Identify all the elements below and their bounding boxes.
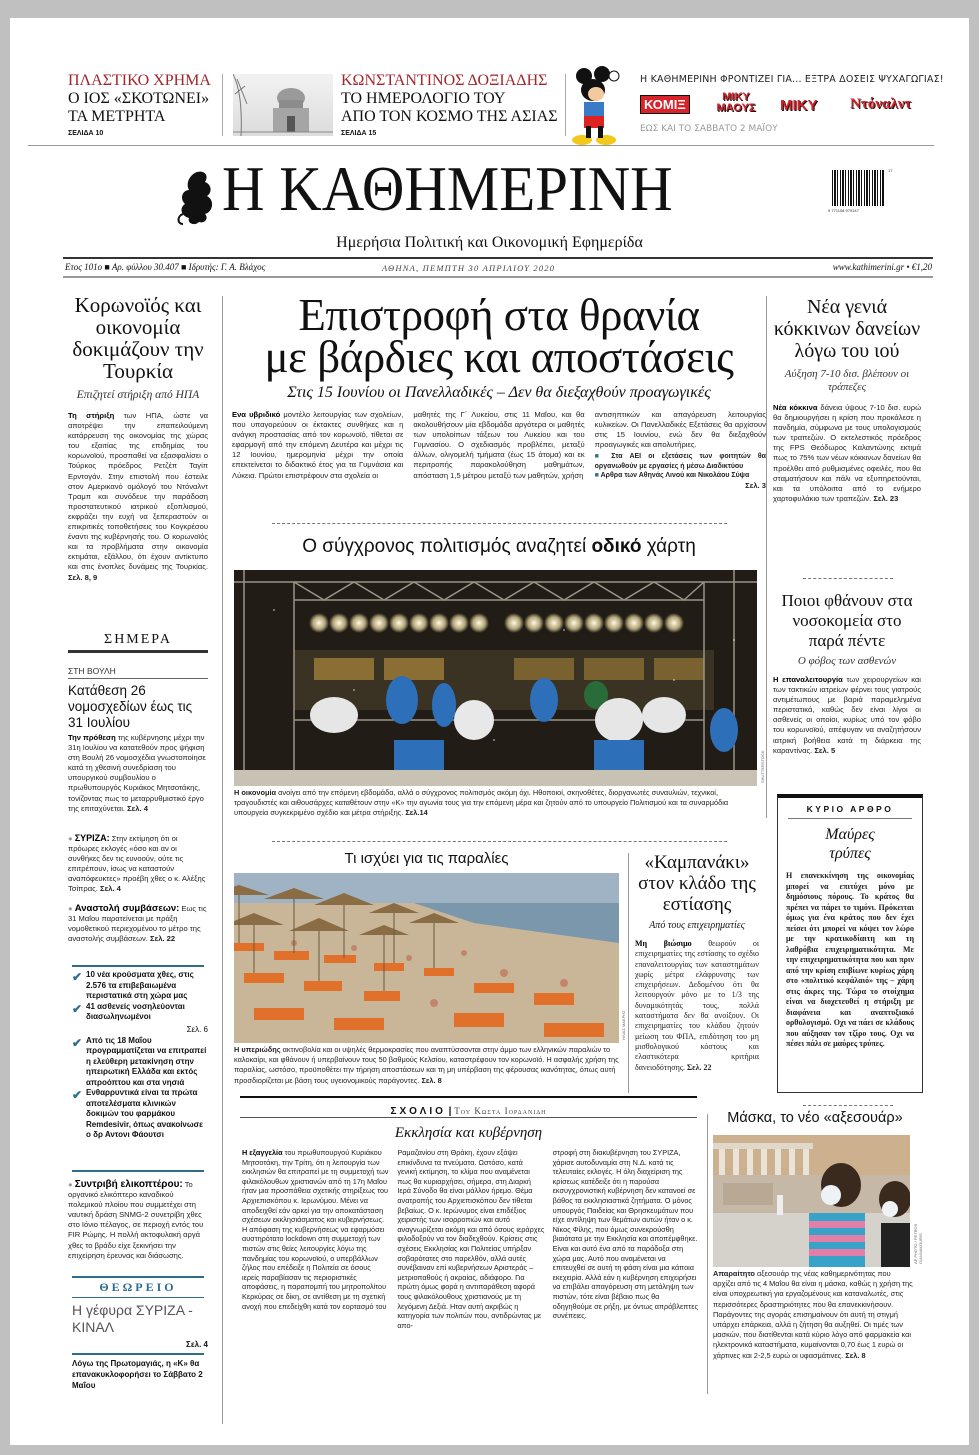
culture-caption — [234, 788, 762, 819]
body-text: στροφή στη διακυβέρνηση του ΣΥΡΙΖΑ, χάρισε αυτοδυναμία στη Ν.Δ. κατά τις τελευταίες εκλογές. Η όλη διαχείριση της κρίσεως κατέδειξε ότι η παρούσα εκσυγχρονιστική κυβέρνηση δεν κατανοεί σε βάθος τα εκκλησιαστικά ζητήματα. Ο μόνος υπουργός Παιδείας και Θρησκευμάτων που είχε αντίληψη των θεμάτων αυτών ήταν ο κ. Νίκος Φίλης, που όμως συνεκρούσθη βιαιότατα με την Εκκλησία και αποπέμφθηκε. Είναι και αυτό ένα από τα παράδοξα στη χώρα μας. Αυτό που αναμένεται να επιτευχθεί σε αυτή τη φάση είναι μια κάποια εκεχειρία. Αλλά εάν η κυβέρνηση επιχειρήσει να επιβάλει απαγόρευση στη μετάληψη των πιστών, τότε είναι βέβαιο πως θα οδηγηθούμε σε ρήξη, με όντως απρόβλεπτες συνέπειες. — [552, 1148, 698, 1321]
article-loans[interactable] — [773, 296, 921, 504]
related-text: Αρθρα των Αθηνάς Λινού και Νικολάου Σύψα — [600, 472, 750, 480]
check-text: 10 νέα κρούσματα χθες, στις 2.576 τα επιβεβαιωμένα περιστατικά στη χώρα μας — [86, 970, 194, 1000]
body-text: θεωρούν οι επιχειρηματίες της εστίασης το σχέδιο επαναλειτουργίας των καταστημάτων χωρίς μέτρα ελάφρυνσης των επιχειρήσεων. Δεδομένου ότι θα λειτουργούν μόνο με το 1/3 της δυναμικότητάς τους, πολλά καταστήματα δεν θα ανοίξουν. Οι επιχειρηματίες του κλάδου ζητούν μείωση του ΦΠΑ, επιδότηση του μη μισθολογικού κόστους και ελαστικότερα κριτήρια δανειοδότησης. — [635, 939, 759, 1072]
divider — [72, 1297, 204, 1298]
lead-in: Συντριβή ελικοπτέρου: — [74, 1179, 183, 1190]
body-text: Ραμαζανίου στη Θράκη, έχουν εξάψει επικίνδυνα τα πνεύματα. Ωστόσο, κατά γενική εκτίμηση, το κλίμα που αναμένεται πως θα κυριαρχήσει, σήμερα, στη Διαρκή Ιερά Σύνοδο θα είναι μάλλον ήρεμο. Θέμα ανατροπής του Αρχιεπισκόπου δεν τίθεται βεβαίως. Ο κ. Ιερώνυμος είναι επιδέξιος χειριστής των ισορροπιών και αυτό αναγνωρίζεται ακόμη και από όσους ιεράρχες φιλοδοξούν να τον διαδεχθούν. Κρίσεις στις σχέσεις Εκκλησίας και Πολιτείας υπήρξαν σοβαρότατες στο παρελθόν, αλλά αυτές συνέβαιναν επί κυβερνήσεων Αριστεράς – μετριοπαθούς ή ακραίας, αδιάφορο. Για πρώτη όμως φορά η αντιπαράθεση αφορά τους φιλακόλουθους χριστιανούς με τη λεγόμενη Δεξιά. Ηταν αυτή ακριβώς η κατηγορία των πολιτών που, αντιδρώντας με απο- — [397, 1148, 545, 1330]
bullet-icon: ● — [68, 834, 73, 843]
square-bullet-icon: ■ — [594, 472, 599, 480]
check-item — [72, 970, 208, 1002]
photo-credit: AP PHOTO / PETROS GIANNAKOURIS — [913, 1223, 923, 1264]
article-title: Ποιοι φθάνουν στα νοσοκομεία στο παρά πέντε — [781, 591, 913, 650]
divider — [272, 523, 727, 524]
divider — [68, 650, 208, 653]
teaser-plastic-money[interactable] — [68, 72, 233, 137]
lead-in: Η υπεριώδης — [234, 1045, 281, 1054]
headline-text: χάρτη — [646, 536, 696, 557]
body-text: του πρωθυπουργού Κυριάκου Μητσοτάκη, την Τρίτη, ότι η λειτουργία των εκκλησιών θα επιτραπεί με τη συμμετοχή των φιλακόλουθων χριστιανών από τη 17η Μαΐου ήταν μια προσπάθεια σχετικής στηρίξεως του Αρχιεπισκόπου κ. Ιερωνύμου. Μένει να αποδειχθεί εάν αρκεί για την αποκατάσταση σχέσεων εκκλησιάσματος και κυβερνήσεως. Η απόφαση της κυβερνήσεως να εφαρμόσει αυστηρότατο lockdown στη συμμετοχή των πιστών στις θείες λειτουργίες λόγω της πανδημίας του κορωνοϊού, ο υπερβάλλων ζήλος που επέδειξε η Πολιτεία σε όσους ιερείς παραβίασαν τις περιοριστικές αποφάσεις, η παραπομπή του μητροπολίτου Κερκύρας σε δίκη, σε αντίθεση με τη σχετική ανοχή που επεδείχθη κατά τον εορτασμό του — [242, 1148, 389, 1311]
article-body — [68, 411, 208, 583]
body-column — [595, 410, 766, 491]
griffin-logo-icon — [175, 168, 219, 226]
article-body — [773, 403, 921, 504]
body-text: μοντέλο λειτουργίας των σχολείων, που υπαγορεύουν οι έκτακτες συνθήκες και η ανάγκη προστασίας από τον κορωνοϊό, τίθεται σε εφαρμογή από την επόμενη Δευτέρα και μέχρι τις 12 Ιουνίου, ημερομηνία μέχρι την οποία επεκτείνεται το διδακτικό έτος για τα Γυμνάσια και Λύκεια. Πρώτοι επιστρέφουν στα σχολεία οι — [232, 410, 404, 480]
page-ref: Σελ. 22 — [150, 934, 176, 944]
comment-header: ΣΧΟΛΙΟ | Του Κωστα Ιορδανιδη — [390, 1106, 547, 1117]
square-bullet-icon: ■ — [594, 453, 605, 461]
newspaper-page — [10, 18, 969, 1445]
lead-headline-line2: με βάρδιες και αποστάσεις — [264, 332, 734, 382]
body-column — [413, 410, 584, 491]
mask-photo-illustration — [713, 1135, 910, 1267]
divider — [72, 1170, 204, 1172]
page-ref: Σελ. 4 — [186, 1340, 208, 1349]
divider — [222, 74, 223, 136]
brief-anastoli[interactable] — [68, 904, 208, 944]
caption-text: ανοίγει από την επόμενη εβδομάδα, αλλά ο σύγχρονος πολιτισμός ακόμη όχι. Ηθοποιοί, σκηνοθέτες, διοργανωτές συναυλιών, τεχνικοί, τραγουδιστές και αιθουσάρχες καταθέτουν στην «Κ» την αγωνία τους για την επόμενη μέρα και ζητούν από το υπουργείο Πολιτισμού και τα συναρμόδια υπουργεία συγκεκριμένο σχέδιο και μέτρα στήριξης. — [234, 788, 729, 818]
body-text: Στην εκτίμηση ότι οι πρόωρες εκλογές «όσο και αν οι συνθήκες δεν τις ευνοούν, ούτε τις επιτρέπουν, ίσως να καταστούν αναπόφευκτες» προέβη χθες ο κ. Αλέξης Τσίπρας. — [68, 834, 206, 894]
covid-checklist — [72, 970, 208, 1141]
masthead-title: Η ΚΑΘΗΜΕΡΙΝΗ — [222, 153, 673, 224]
body-text: των ΗΠΑ, ώστε να αποτρέψει την επαπειλούμενη κατάρρευση της οικονομίας της χώρας του εξαιτίας της επιδημίας του κορωνοϊού, προσπαθεί να εξασφαλίσει ο Τούρκος πρόεδρος Ρετζέπ Ταγίπ Ερντογάν. Στην επιστολή που έστειλε στον Αμερικανό ομόλογό του Ντόναλντ Τραμπ και συνόδευε την παράδοση προστατευτικού ιατρικού εξοπλισμού, εκφράζει την ευχή να ξεπεραστούν οι επικριτικές τοποθετήσεις του Κογκρέσου έναντι της κυβέρνησής του. Ο κορωνοϊός και τα προβλήματα στην οικονομία εκτιμάται, εξάλλου, ότι έχουν αντίκτυπο και στις ένοπλες δυνάμεις της Τουρκίας. — [68, 411, 209, 572]
article-vouli[interactable] — [68, 666, 208, 814]
section-header: ΣΗΜΕΡΑ — [104, 632, 172, 647]
teaser-kicker: ΠΛΑΣΤΙΚΟ ΧΡΗΜΑ — [68, 72, 211, 89]
headline-bold: οδικό — [591, 536, 642, 557]
caption-text: αξεσουάρ της νέας καθημερινότητας που αρχίζει από τις 4 Μαΐου θα είναι η μάσκα, καθώς η χρήση της είναι υποχρεωτική για εργαζομένους και καταναλωτές, στις περισσότερες δραστηριότητες που θα επανεκκινήσουν. Παράγοντες της αγοράς επισημαίνουν ότι αυτή τη στιγμή υπάρχει επάρκεια, αλλά η ζήτηση θα αυξηθεί. Οι τιμές των μασκών, που διατίθενται κατά κύριο λόγο από φαρμακεία και ηλεκτρονικά καταστήματα, κυμαίνονται 0,70 έως 1 ευρώ οι χάρτινες και 2-2,5 ευρώ οι υφασμάτινες. — [713, 1269, 913, 1360]
promo-comics[interactable] — [568, 66, 944, 146]
teaser-title-line1: Ο ΙΟΣ «ΣΚΟΤΩΝΕΙ» — [68, 90, 210, 107]
publication-notice: Λόγω της Πρωτομαγιάς, η «Κ» θα επανακυκλοφορήσει το Σάββατο 2 Μαΐου — [72, 1359, 203, 1390]
promo-headline: Η ΚΑΘΗΜΕΡΙΝΗ ΦΡΟΝΤΙΖΕΙ ΓΙΑ... ΕΞΤΡΑ ΔΟΣΕΙΣ ΨΥΧΑΓΩΓΙΑΣ! — [640, 74, 944, 85]
article-subtitle: Επιζητεί στήριξη από ΗΠΑ — [76, 389, 200, 401]
check-text: Από τις 18 Μαΐου προγραμματίζεται να επιτραπεί η ελεύθερη μετακίνηση στην ηπειρωτική Ελλάδα και εκτός απροόπτου και στα νησιά — [86, 1035, 207, 1087]
culture-headline[interactable] — [232, 536, 766, 558]
checkmark-icon: ✔ — [72, 1088, 83, 1102]
barcode-number: 9 771108 979147 — [828, 208, 859, 213]
body-text: μαθητές της Γ΄ Λυκείου, στις 11 Μαΐου, και θα ακολουθήσουν μία εβδομάδα αργότερα οι μαθητές των υπολοίπων τάξεων του Λυκείου και του Γυμνασίου. Ο σχεδιασμός προβλέπει, μεταξύ άλλων, ολιγομελή τμήματα (έως 15 άτομα) και εκ περιτροπής παρακολούθηση μαθημάτων, απόσταση 1,5 μέτρου μεταξύ των μαθητών, χρήση — [413, 410, 585, 480]
editorial-body: Η επανεκκίνηση της οικονομίας μπορεί να επιτύχει μόνο με δημόσιους πόρους. Το κράτος θα πρέπει να πάρει το τιμόνι. Πρόκειται όμως για ένα κράτος που δεν έχει πείσει ότι μπορεί να κόψει τον λώρο με την κρατικοδίαιτη και τη λαθρόβια επιχειρηματικότητα. Με την επιχειρηματικότητα που και πριν από την κρίση επιβίωνε κυρίως χάρη στο «πολιτικό κεφάλαιό» της – χάρη στις άκρες της. Τώρα το στοίχημα είναι να διοχετευθεί η στήριξη με διαφάνεια και αναπτυξιακό ορθολογισμό. Οχι να πάει σε κλάδους που αύξησαν τον τζίρο τους. Οχι να πέσει πάλι σε μαύρες τρύπες. — [786, 871, 914, 1048]
checkmark-icon: ✔ — [72, 970, 83, 984]
article-restaurants[interactable] — [635, 852, 759, 1073]
column-divider — [222, 296, 223, 1424]
body-column — [232, 410, 403, 491]
logo-donald: Ντόναλντ — [850, 96, 912, 112]
article-kicker: ΣΤΗ ΒΟΥΛΗ — [68, 666, 116, 676]
article-hospitals[interactable] — [773, 591, 921, 756]
stage-photo-illustration — [234, 570, 757, 786]
related-link[interactable] — [595, 452, 766, 471]
mask-caption — [713, 1269, 913, 1361]
check-item — [72, 1002, 208, 1023]
logo-miky: ΜΙΚΥ — [780, 97, 818, 114]
issue-date: ΑΘΗΝΑ, ΠΕΜΠΤΗ 30 ΑΠΡΙΛΙΟΥ 2020 — [382, 263, 556, 273]
checkmark-icon: ✔ — [72, 1035, 83, 1050]
column-divider — [628, 853, 629, 1093]
logo-miky-maoys: ΜΙΚΥ ΜΑΟΥΣ — [716, 91, 756, 114]
caption-text: ακτινοβολία και οι υψηλές θερμοκρασίες που αναπτύσσονται στην άμμο των ελληνικών παραλιών το καλοκαίρι, και φθάνουν ή υπερβαίνουν τους 50 βαθμούς Κελσίου, καταστρέφουν τον κορωνοϊό. Η ασφαλής χρήση της παραλίας, ωστόσο, προϋποθέτει την τήρηση αποστάσεων και τη μη υπέρβαση της φέρουσας ικανότητας, όπως αυτή προσδιορίζεται με βάση τους υγειονομικούς παράγοντες. — [234, 1045, 619, 1085]
body-text: Εως τις 31 Μαΐου παρατείνεται με πράξη νομοθετικού περιεχομένου το μέτρο της αναστολής συμβάσεων. — [68, 904, 207, 944]
page-ref: Σελ. 3 — [745, 480, 766, 490]
page-ref: Σελ. 22 — [686, 1062, 712, 1072]
article-title: «Καμπανάκι» στον κλάδο της εστίασης — [638, 852, 756, 915]
comment-title[interactable]: Εκκλησία και κυβέρνηση — [394, 1125, 543, 1141]
photo-credit: ΗΛΙΑΣ ΜΑΚΡΗΣ — [621, 1010, 626, 1040]
divider — [68, 678, 208, 679]
page-ref: Σελ. 8 — [845, 1350, 866, 1360]
related-link[interactable] — [595, 471, 766, 481]
photo-credit: SHUTTERSTOCK — [760, 750, 765, 783]
article-body — [773, 675, 921, 756]
check-text: Ενθαρρυντικά είναι τα πρώτα αποτελέσματα κλινικών δοκιμών του φαρμάκου Remdesivir, όπως ανακοίνωσε ο δρ Αντονι Φάουτσι — [86, 1088, 203, 1139]
column-divider — [766, 296, 767, 818]
lead-in: Μη βιώσιμο — [635, 939, 692, 948]
page-ref: Σελ. 8 — [421, 1075, 442, 1085]
divider — [63, 257, 933, 259]
lead-article-schools[interactable] — [232, 290, 766, 491]
divider — [788, 818, 912, 819]
lead-in: ΣΥΡΙΖΑ: — [74, 833, 110, 843]
lead-subhead: Στις 15 Ιουνίου οι Πανελλαδικές – Δεν θα διεξαχθούν προαγωγικές — [287, 384, 711, 401]
page-ref: Σελ.14 — [405, 808, 428, 818]
article-subtitle: Αύξηση 7-10 δισ. βλέπουν οι τράπεζες — [784, 368, 910, 393]
divider — [803, 578, 893, 579]
article-subtitle: Ο φόβος των ασθενών — [797, 655, 897, 667]
theoreio-title[interactable]: Η γέφυρα ΣΥΡΙΖΑ - ΚΙΝΑΛ — [72, 1302, 193, 1335]
article-subtitle: Από τους επιχειρηματίες — [649, 920, 745, 931]
beaches-caption — [234, 1045, 619, 1086]
photo-stage[interactable] — [234, 570, 757, 786]
editorial-title: Μαύρες τρύπες — [825, 826, 875, 862]
mask-headline[interactable]: Μάσκα, το νέο «αξεσουάρ» — [727, 1110, 903, 1126]
teaser-title-line2: ΤΑ ΜΕΤΡΗΤΑ — [68, 108, 166, 125]
divider — [72, 1276, 204, 1278]
masthead-subtitle: Ημερήσια Πολιτική και Οικονομική Εφημερίδα — [336, 234, 643, 251]
mausoleum-illustration — [233, 74, 333, 136]
comment-label: ΣΧΟΛΙΟ — [390, 1106, 446, 1117]
teaser-kicker: ΚΩΝΣΤΑΝΤΙΝΟΣ ΔΟΞΙΑΔΗΣ — [341, 72, 548, 89]
lead-in: Την πρόθεση — [68, 733, 116, 742]
beaches-headline[interactable]: Τι ισχύει για τις παραλίες — [344, 850, 509, 867]
issue-info: Ετος 101ο ■ Αρ. φύλλου 30.407 ■ Ιδρυτής: Γ. Α. Βλάχος — [65, 262, 266, 272]
lead-in: Τη στήριξη — [68, 411, 115, 420]
body-text: της κυβέρνησης μέχρι την 31η Ιουλίου να κατατεθούν προς ψήφιση στη Βουλή 26 νομοσχέδια γνωστοποίησε κατά τη χθεσινή συνεδρίαση του υπουργικού συμβουλίου ο πρωθυπουργός Κυριάκος Μητσοτάκης, τονίζοντας πως το μεταρρυθμιστικό έργο της επιταχύνεται. — [68, 733, 206, 813]
page-ref: Σελ. 8, 9 — [68, 572, 98, 582]
promo-logos — [640, 92, 920, 118]
beach-photo-illustration — [234, 873, 619, 1043]
lead-body — [232, 410, 766, 491]
lead-in: Η επαναλειτουργία — [773, 675, 843, 684]
bullet-icon: ● — [68, 904, 73, 913]
article-title: Κατάθεση 26 νομοσχεδίων έως τις 31 Ιουλίου — [68, 683, 193, 730]
headline-text: Ο σύγχρονος πολιτισμός αναζητεί — [302, 536, 587, 557]
checkmark-icon: ✔ — [72, 1001, 83, 1016]
divider — [240, 1117, 697, 1118]
page-ref: Σελ. 4 — [100, 884, 121, 894]
section-today — [68, 632, 208, 653]
check-text: 41 ασθενείς νοσηλεύονται διασωληνωμένοι — [86, 1001, 185, 1021]
column-divider — [707, 1114, 708, 1394]
lead-in: Η οικονομία — [234, 788, 277, 797]
body-column — [242, 1148, 389, 1330]
article-body — [68, 733, 208, 814]
teaser-title-line2: ΑΠΟ ΤΟΝ ΚΟΣΜΟ ΤΗΣ ΑΣΙΑΣ — [341, 108, 558, 125]
website-price: www.kathimerini.gr • €1,20 — [832, 262, 932, 272]
photo-mask[interactable] — [713, 1135, 910, 1267]
divider — [240, 1096, 697, 1098]
lead-in: Η εξαγγελία — [242, 1148, 283, 1157]
body-text: των χειρουργείων και των τακτικών ιατρείων φέρνει τους γιατρούς αντιμέτωπους με βαριά παραμελημένα περιστατικά, καθώς δεν είναι λίγοι οι ασθενείς οι οποίοι, κυρίως υπό τον φόβο του κορωνοϊού, απέφυγαν να αναζητήσουν ιατρική βοήθεια κατά τη διάρκεια της καραντίνας. — [773, 675, 921, 755]
brief-syriza[interactable] — [68, 833, 208, 895]
article-turkey[interactable] — [68, 294, 208, 583]
body-text: δάνεια ύψους 7-10 δισ. ευρώ θα δημιουργήσει η κρίση που προκάλεσε η πανδημία, σύμφωνα με τους υπολογισμούς των τραπεζών. Ο εκτελεστικός πρόεδρος της FPS Θεόδωρος Καλαντώνης εκτιμά πως το 75% των νέων κόκκινων δανείων θα προέλθει από ρυθμισμένες οφειλές, που θα σταματήσουν και πάλι να εξυπηρετούνται, και τα υπόλοιπα από το ενήμερο χαρτοφυλάκιο των τραπεζών. — [773, 403, 921, 503]
lead-in: Ενα υβριδικό — [232, 410, 281, 419]
article-body — [635, 939, 759, 1073]
lead-in: Νέα κόκκινα — [773, 403, 818, 412]
mickey-mouse-icon — [568, 66, 628, 146]
divider — [272, 841, 727, 842]
section-theoreio: ΘΕΩΡΕΙΟ — [99, 1280, 177, 1294]
divider — [72, 965, 204, 967]
logo-komix: ΚΟΜΙΞ — [640, 95, 690, 114]
comment-author: Του Κωστα Ιορδανιδη — [454, 1106, 547, 1116]
check-item — [72, 1088, 208, 1141]
check-item — [72, 1036, 208, 1089]
lead-headline-line1: Επιστροφή στα θρανία — [298, 290, 700, 340]
comment-body — [242, 1148, 700, 1330]
page-ref: Σελ. 4 — [127, 803, 148, 813]
page-ref: Σελ. 6 — [186, 1024, 208, 1034]
body-text: Το οργανικό ελικόπτερο καναδικού πολεμικού πλοίου που συμμετέχει στη ναυτική δράση SNMG-2 συνετρίβη χθες στο Ιόνιο πέλαγος, σε περιοχή εντός του FIR Ρώμης. Η πολλή ακτοφυλακή αργά χθες το βράδυ είχε ξεκινήσει την επιχείρηση έρευνας και διάσωσης. — [68, 1180, 204, 1260]
teaser-page: ΣΕΛΙΔΑ 15 — [341, 130, 377, 137]
page-ref: Σελ. 5 — [814, 745, 836, 755]
divider — [28, 145, 934, 146]
editorial-header: ΚΥΡΙΟ ΑΡΘΡΟ — [806, 804, 894, 814]
bullet-icon: ● — [68, 1180, 73, 1189]
divider — [63, 276, 933, 278]
photo-beach[interactable] — [234, 873, 619, 1043]
body-column — [553, 1148, 700, 1330]
related-text: Στα ΑΕΙ οι εξετάσεις των φοιτητών θα οργανωθούν με εργασίες ή μέσω Διαδικτύου — [594, 453, 766, 470]
brief-helicopter[interactable] — [68, 1180, 208, 1261]
barcode — [832, 170, 884, 206]
editorial-box[interactable] — [777, 794, 923, 1093]
article-title: Κορωνοϊός και οικονομία δοκιμάζουν την Τουρκία — [72, 293, 204, 383]
body-column — [397, 1148, 544, 1330]
page-ref: Σελ. 23 — [873, 493, 899, 503]
article-title: Νέα γενιά κόκκινων δανείων λόγω του ιού — [773, 296, 921, 362]
promo-until: ΕΩΣ ΚΑΙ ΤΟ ΣΑΒΒΑΤΟ 2 ΜΑΪΟΥ — [640, 124, 778, 134]
teaser-title-line1: ΤΟ ΗΜΕΡΟΛΟΓΙΟ ΤΟΥ — [341, 90, 506, 107]
lead-in: Απαραίτητο — [713, 1269, 755, 1278]
teaser-photo-mausoleum[interactable] — [233, 74, 333, 136]
teaser-doxiadis[interactable] — [341, 72, 571, 137]
lead-in: Αναστολή συμβάσεων: — [74, 903, 180, 914]
divider — [565, 74, 566, 136]
divider — [72, 1353, 204, 1355]
barcode-issue: 17 — [888, 168, 893, 173]
divider — [803, 1105, 893, 1106]
teaser-page: ΣΕΛΙΔΑ 10 — [68, 130, 104, 137]
body-text: αντισηπτικών και απαγόρευση λειτουργίας κυλικείων. Οι Πανελλαδικές Εξετάσεις θα αρχίσουν στις 15 Ιουνίου, ενώ δεν θα διεξαχθούν προαγωγικές και απολυτήριες. — [594, 410, 766, 450]
